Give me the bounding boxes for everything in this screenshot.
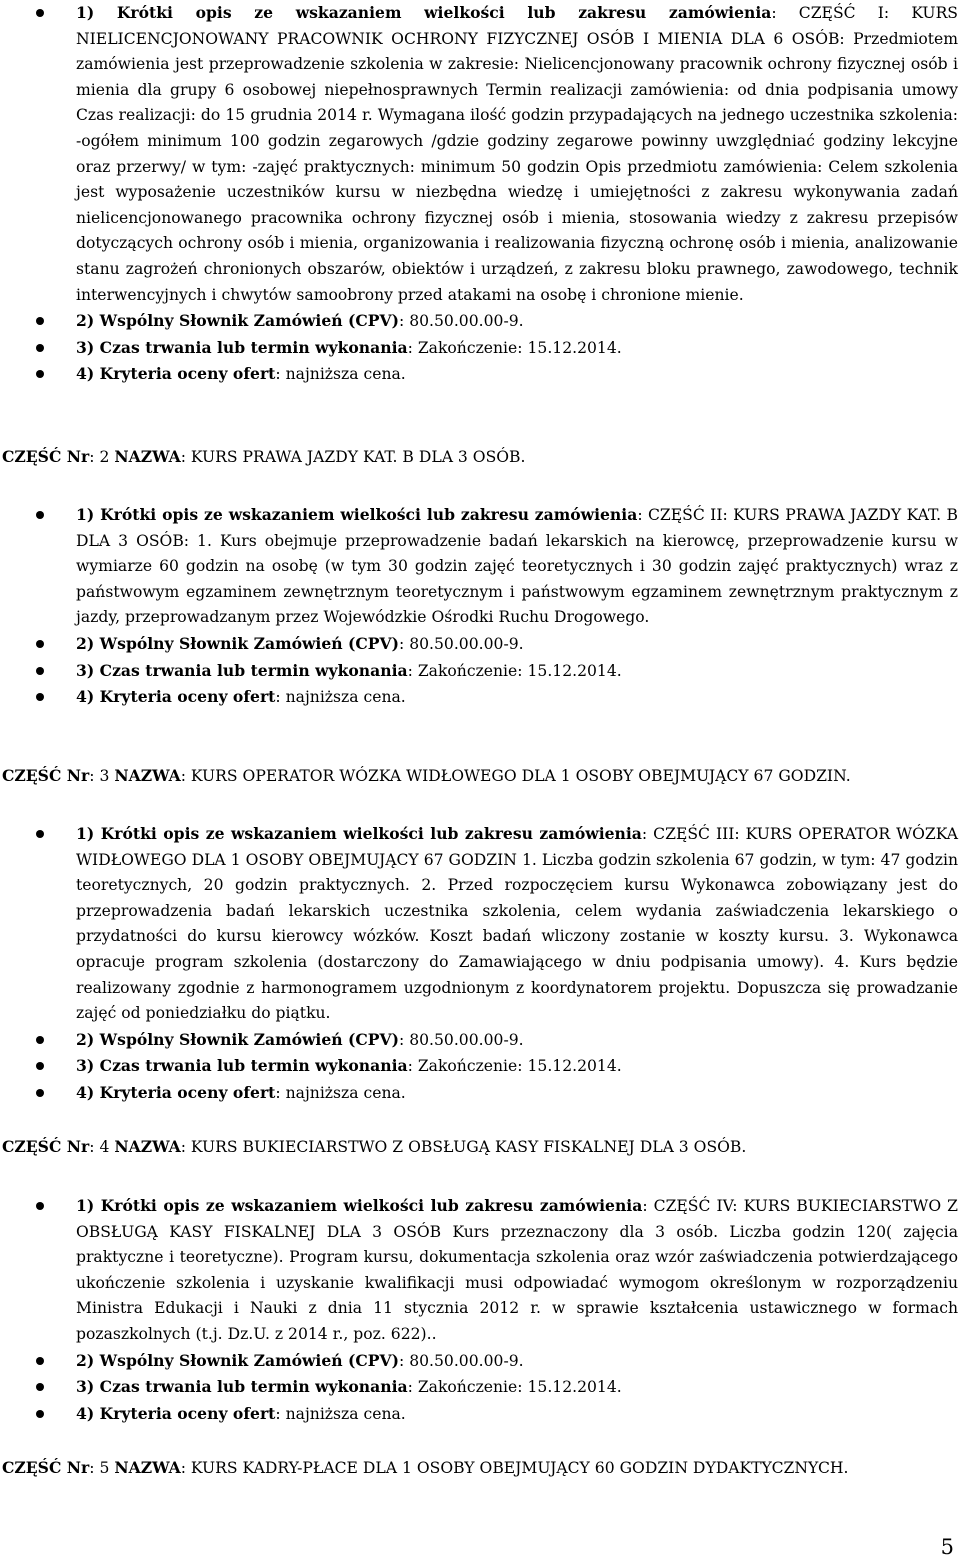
item-text: : Zakończenie: 15.12.2014. xyxy=(407,1378,622,1397)
term-item xyxy=(0,658,960,685)
item-text: : CZĘŚĆ II: KURS PRAWA JAZDY KAT. B DLA 3 OSÓB: 1. Kurs obejmuje przeprowadzenie badań lekarskich na kierowcę, przeprowadzenie kursu w wymiarze 60 godzin na osobę (w tym 30 godzin zajęć teoretycznych i 30 godzin zajęć praktycznych) wraz z państwowym egzaminem zewnętrznym teoretycznym i państwowym egzaminem zewnętrznym praktycznym z jazdy, przeprowadzanym przez Wojewódzkie Ośrodki Ruchu Drogowego. xyxy=(76,506,958,627)
section-czesc-4 xyxy=(0,1193,960,1427)
description-item xyxy=(0,502,960,631)
item-text: : Zakończenie: 15.12.2014. xyxy=(407,338,622,357)
item-label: 1) Krótki opis ze wskazaniem wielkości lub zakresu zamówienia xyxy=(76,824,642,843)
term-item xyxy=(0,1053,960,1080)
section-items xyxy=(0,1193,960,1427)
czesc-nazwa-value: : KURS PRAWA JAZDY KAT. B DLA 3 OSÓB. xyxy=(180,448,526,466)
czesc-heading-2 xyxy=(2,444,958,471)
czesc-nazwa-value: : KURS OPERATOR WÓZKA WIDŁOWEGO DLA 1 OSOBY OBEJMUJĄCY 67 GODZIN. xyxy=(180,767,851,785)
cpv-item xyxy=(0,1027,960,1054)
czesc-nr-label: CZĘŚĆ Nr xyxy=(2,1137,90,1156)
term-item xyxy=(0,1374,960,1401)
bullet-icon xyxy=(36,1062,44,1070)
czesc-heading-4 xyxy=(2,1134,958,1161)
section-items xyxy=(0,0,960,388)
item-text: : 80.50.00.00-9. xyxy=(399,312,524,331)
item-text: : CZĘŚĆ IV: KURS BUKIECIARSTWO Z OBSŁUGĄ KASY FISKALNEJ DLA 3 OSÓB Kurs przeznaczony dla 3 osób. Liczba godzin 120( zajęcia praktyczne i teoretyczne). Program kursu, dokumentacja szkolenia oraz wzór zaświadczenia potwierdzającego ukończenie szkolenia i uzyskanie kwalifikacji musi odpowiadać wymogom określonym w rozporządzeniu Ministra Edukacji i Nauki z dnia 11 stycznia 2012 r. w sprawie kształcenia ustawicznego w formach pozaszkolnych (t.j. Dz.U. z 2014 r., poz. 622).. xyxy=(76,1197,958,1343)
item-text: : 80.50.00.00-9. xyxy=(399,634,524,653)
czesc-nr-value: : 3 xyxy=(89,767,115,785)
description-item xyxy=(0,1193,960,1348)
item-label: 1) Krótki opis ze wskazaniem wielkości lub zakresu zamówienia xyxy=(76,505,638,524)
czesc-nr-value: : 4 xyxy=(89,1138,115,1156)
item-label: 2) Wspólny Słownik Zamówień (CPV) xyxy=(76,1029,399,1049)
item-label: 3) Czas trwania lub termin wykonania xyxy=(76,1377,408,1397)
bullet-icon xyxy=(36,9,44,17)
section-czesc-2 xyxy=(0,502,960,711)
czesc-nr-label: CZĘŚĆ Nr xyxy=(2,447,90,466)
item-label: 4) Kryteria oceny ofert xyxy=(76,1403,276,1423)
item-text: : najniższa cena. xyxy=(275,365,406,384)
cpv-item xyxy=(0,1348,960,1375)
section-items xyxy=(0,821,960,1107)
criteria-item xyxy=(0,1080,960,1107)
item-label: 4) Kryteria oceny ofert xyxy=(76,364,276,384)
bullet-icon xyxy=(36,317,44,325)
czesc-nr-label: CZĘŚĆ Nr xyxy=(2,766,90,785)
bullet-icon xyxy=(36,667,44,675)
item-text: : najniższa cena. xyxy=(275,1404,406,1423)
criteria-item xyxy=(0,1401,960,1428)
bullet-icon xyxy=(36,693,44,701)
item-label: 3) Czas trwania lub termin wykonania xyxy=(76,660,408,680)
item-label: 3) Czas trwania lub termin wykonania xyxy=(76,1056,408,1076)
description-item xyxy=(0,821,960,1027)
czesc-nr-value: : 5 xyxy=(89,1459,115,1477)
czesc-heading-5 xyxy=(2,1455,958,1482)
item-label: 1) Krótki opis ze wskazaniem wielkości lub zakresu zamówienia xyxy=(76,1196,643,1215)
criteria-item xyxy=(0,684,960,711)
bullet-icon xyxy=(36,511,44,519)
bullet-icon xyxy=(36,1036,44,1044)
bullet-icon xyxy=(36,1202,44,1210)
item-text: : 80.50.00.00-9. xyxy=(399,1351,524,1370)
section-czesc-3 xyxy=(0,821,960,1107)
item-label: 3) Czas trwania lub termin wykonania xyxy=(76,337,408,357)
item-text: : najniższa cena. xyxy=(275,688,406,707)
item-label: 2) Wspólny Słownik Zamówień (CPV) xyxy=(76,633,399,653)
czesc-nr-label: CZĘŚĆ Nr xyxy=(2,1458,90,1477)
bullet-icon xyxy=(36,1089,44,1097)
criteria-item xyxy=(0,361,960,388)
item-text: : Zakończenie: 15.12.2014. xyxy=(407,661,622,680)
section-czesc-1 xyxy=(0,0,960,388)
item-label: 1) Krótki opis ze wskazaniem wielkości lub zakresu zamówienia xyxy=(76,3,772,22)
item-label: 2) Wspólny Słownik Zamówień (CPV) xyxy=(76,1350,399,1370)
term-item xyxy=(0,335,960,362)
bullet-icon xyxy=(36,1357,44,1365)
czesc-nr-value: : 2 xyxy=(89,448,115,466)
section-items xyxy=(0,502,960,711)
czesc-nazwa-value: : KURS BUKIECIARSTWO Z OBSŁUGĄ KASY FISKALNEJ DLA 3 OSÓB. xyxy=(180,1138,747,1156)
bullet-icon xyxy=(36,1383,44,1391)
czesc-nazwa-label: NAZWA xyxy=(114,1137,181,1156)
czesc-nazwa-value: : KURS KADRY-PŁACE DLA 1 OSOBY OBEJMUJĄCY 60 GODZIN DYDAKTYCZNYCH. xyxy=(180,1459,849,1477)
item-label: 4) Kryteria oceny ofert xyxy=(76,1082,276,1102)
bullet-icon xyxy=(36,640,44,648)
czesc-nazwa-label: NAZWA xyxy=(114,447,181,466)
item-label: 4) Kryteria oceny ofert xyxy=(76,687,276,707)
czesc-nazwa-label: NAZWA xyxy=(114,766,181,785)
bullet-icon xyxy=(36,830,44,838)
page-number: 5 xyxy=(940,1535,954,1559)
item-label: 2) Wspólny Słownik Zamówień (CPV) xyxy=(76,311,399,331)
czesc-nazwa-label: NAZWA xyxy=(114,1458,181,1477)
description-item xyxy=(0,0,960,308)
bullet-icon xyxy=(36,1410,44,1418)
bullet-icon xyxy=(36,370,44,378)
item-text: : CZĘŚĆ III: KURS OPERATOR WÓZKA WIDŁOWEGO DLA 1 OSOBY OBEJMUJĄCY 67 GODZIN 1. Liczba godzin szkolenia 67 godzin, w tym: 47 godzin teoretycznych, 20 godzin praktycznych. 2. Przed rozpoczęciem kursu Wykonawca zobowiązany jest do przeprowadzenia badań lekarskich uczestnika szkolenia, celem wydania zaświadczenia lekarskiego o przydatności do kursu kierowcy wózków. Koszt badań wliczony zostanie w koszty kursu. 3. Wykonawca opracuje program szkolenia (dostarczony do Zamawiającego w dniu podpisania umowy). 4. Kurs będzie realizowany zgodnie z harmonogramem uzgodnionym z koordynatorem projektu. Dopuszcza się prowadzanie zajęć od poniedziałku do piątku. xyxy=(76,825,958,1023)
item-text: : 80.50.00.00-9. xyxy=(399,1030,524,1049)
bullet-icon xyxy=(36,344,44,352)
cpv-item xyxy=(0,631,960,658)
item-text: : CZĘŚĆ I: KURS NIELICENCJONOWANY PRACOWNIK OCHRONY FIZYCZNEJ OSÓB I MIENIA DLA 6 OSÓB: Przedmiotem zamówienia jest przeprowadzenie szkolenia w zakresie: Nielicencjonowany pracownik ochrony fizycznej osób i mienia dla grupy 6 osobowej niepełnosprawnych Termin realizacji zamówienia: od dnia podpisania umowy Czas realizacji: do 15 grudnia 2014 r. Wymagana ilość godzin przypadających na jednego uczestnika szkolenia: -ogółem minimum 100 godzin zegarowych /gdzie godziny zegarowe powinny uwzględniać godziny lekcyjne oraz przerwy/ w tym: -zajęć praktycznych: minimum 50 godzin Opis przedmiotu zamówienia: Celem szkolenia jest wyposażenie uczestników kursu w niezbędna wiedzę i umiejętności z zakresu wykonywania zadań nielicencjonowanego pracownika ochrony fizycznej osób i mienia, stosowania wiedzy z zakresu przepisów dotyczących ochrony osób i mienia, organizowania i realizowania fizyczną ochronę osób i mienia, analizowanie stanu zagrożeń chronionych obszarów, obiektów i urządzeń, z zakresu bloku prawnego, zawodowego, technik interwencyjnych i chwytów samoobrony przed atakami na osobę i chronione mienie. xyxy=(76,4,958,304)
czesc-heading-3 xyxy=(2,763,958,790)
item-text: : Zakończenie: 15.12.2014. xyxy=(407,1057,622,1076)
item-text: : najniższa cena. xyxy=(275,1083,406,1102)
cpv-item xyxy=(0,308,960,335)
